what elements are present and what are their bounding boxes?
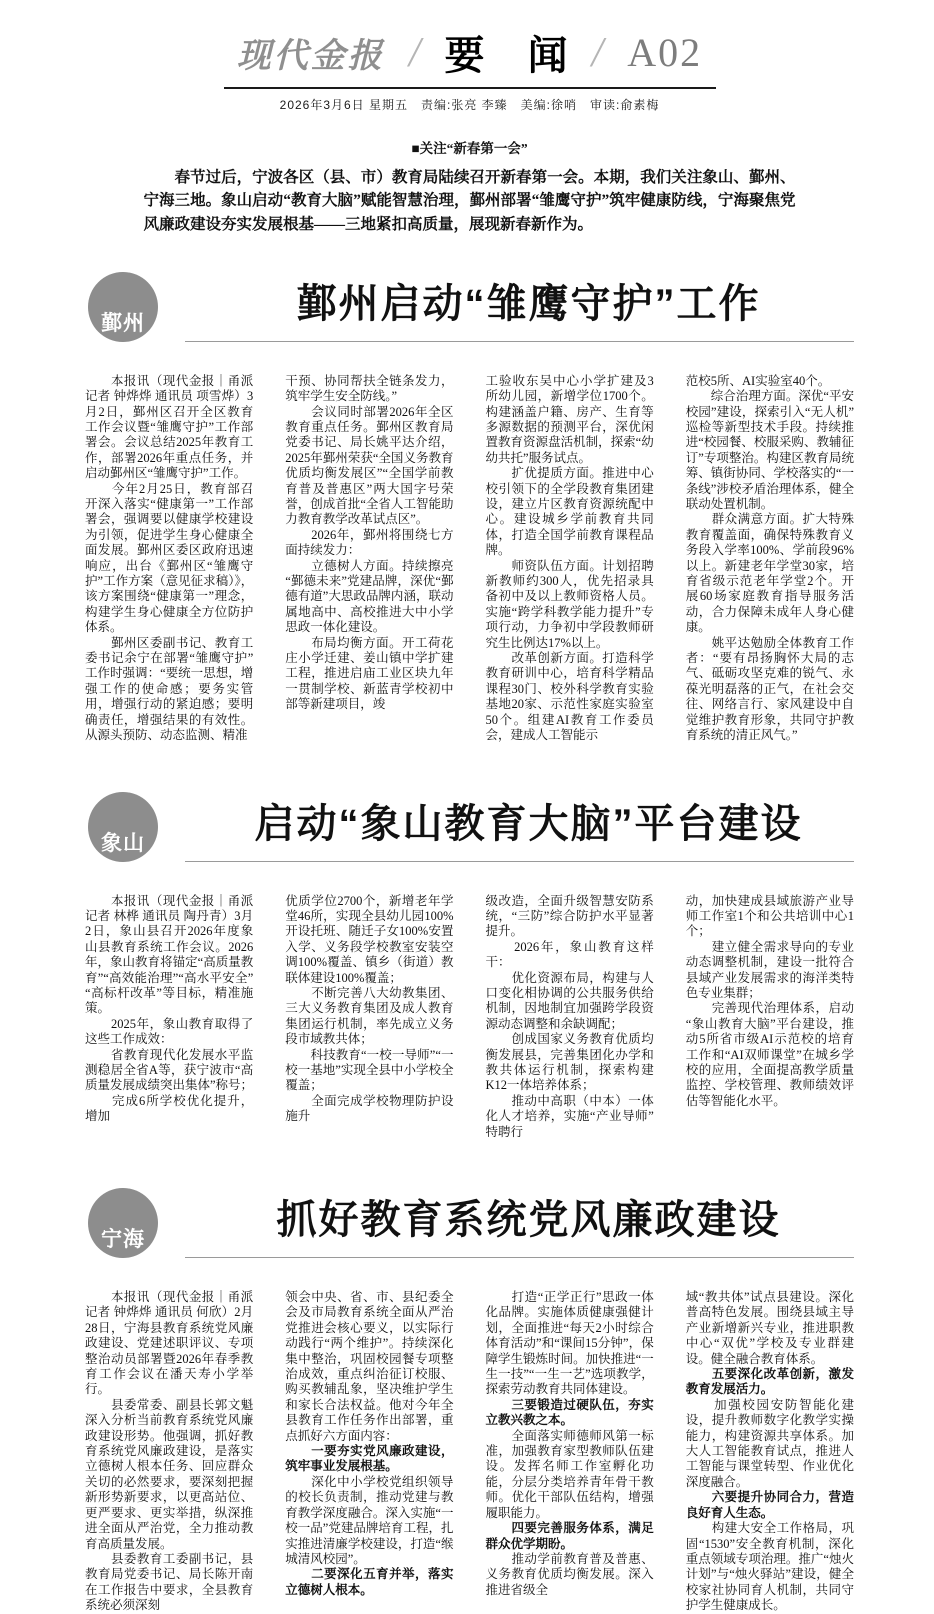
article-headline: 鄞州启动“雏鹰守护”工作 [296, 281, 761, 326]
article-column [486, 374, 654, 744]
paper-name: 现代金报 [236, 38, 385, 75]
article-column [85, 1290, 253, 1614]
paragraph: 本报讯（现代金报｜甬派 记者 钟烨烨 通讯员 项雪烨）3月2日，鄞州区召开全区教育工作会议暨“雏鹰守护”工作部署会。会议总结2025年教育工作，部署2026年重点任务，并启动鄞州区“雏鹰守护”工作。 [85, 373, 254, 481]
paragraph: 完善现代治理体系，启动“象山教育大脑”平台建设，推动5所省市级AI示范校的培育工作和“AI双师课堂”在城乡学校的应用，全面提高教学质量监控、学校管理、教师绩效评估等智能化水平。 [685, 1001, 854, 1108]
slash-divider: / [591, 29, 604, 76]
article-section-xiangshan [85, 792, 854, 1141]
paragraph: 科技教育“一校一导师”“一校一基地”实现全县中小学校全覆盖； [285, 1047, 454, 1093]
paragraph: 深化中小学校党组织领导的校长负责制，推动党建与教育教学深度融合。深入实施“一校一品”党建品牌培育工程，扎实推进清廉学校建设，打造“缑城清风校园”。 [285, 1474, 454, 1566]
badge-label: 宁海 [101, 1228, 145, 1251]
article-column [686, 374, 854, 744]
paragraph: 不断完善八大幼教集团、三大义务教育集团及成人教育集团运行机制，率先成立义务段市域教共体； [285, 985, 454, 1047]
paragraph: 优化资源布局，构建与人口变化相协调的公共服务供给机制，因地制宜加强跨学段资源动态调整和余缺调配； [485, 970, 654, 1031]
article-body [85, 374, 854, 744]
page-number: A02 [627, 30, 703, 75]
article-column [686, 1290, 854, 1614]
article-headline: 抓好教育系统党风廉政建设 [276, 1198, 781, 1242]
badge-label: 象山 [101, 831, 145, 855]
paragraph: 五要深化改革创新，激发教育发展活力。 [685, 1367, 854, 1397]
paragraph: 扩优提质方面。推进中心校引领下的全学段教育集团建设，建立片区教育资源统配中心。建设城乡学前教育共同体，打造全国学前教育课程品牌。 [485, 466, 654, 558]
paragraph: 省教育现代化发展水平监测稳居全省A等，获宁波市“高质量发展成绩突出集体”称号； [85, 1047, 254, 1093]
section-badge [88, 272, 158, 342]
paragraph: 师资队伍方面。计划招聘新教师约300人，优先招录具备初中及以上教师资格人员。实施“跨学科教学能力提升”专项行动，力争初中学段教师研究生比例达17%以上。 [485, 558, 654, 650]
paragraph: 级改造，全面升级智慧安防系统，“三防”综合防护水平显著提升。 [485, 893, 654, 939]
slash-divider: / [408, 29, 421, 76]
paragraph: 工验收东吴中心小学扩建及3所幼儿园，新增学位1700个。构建涵盖户籍、房产、生育等多源数据的预测平台，深优闲置教育资源盘活机制，探索“幼幼共托”服务试点。 [485, 373, 654, 465]
paragraph: 三要锻造过硬队伍，夯实立教兴教之本。 [485, 1397, 654, 1428]
paragraph: 范校5所、AI实验室40个。 [685, 373, 831, 388]
article-column [285, 1290, 453, 1614]
paragraph: 创成国家义务教育优质均衡发展县，完善集团化办学和教共体运行机制，探索构建K12一体培养体系； [485, 1032, 654, 1093]
paragraph: 推动中高职（中本）一体化人才培养，实施“产业导师”特聘行 [485, 1093, 654, 1139]
paragraph: 一要夯实党风廉政建设，筑牢事业发展根基。 [285, 1444, 454, 1474]
paragraph: 本报讯（现代金报｜甬派 记者 钟烨烨 通讯员 何欣）2月28日，宁海县教育系统党风廉政建设、党建述职评议、专项整治动员部署暨2026年春季教育工作会议在潘天寿小学举行。 [85, 1290, 254, 1397]
section-badge [88, 792, 158, 862]
paragraph: 改革创新方面。打造科学教育研训中心，培育科学精品课程30门、校外科学教育实验基地20家、示范性家庭实验室50个。组建AI教育工作委员会，建成人工智能示 [485, 651, 654, 743]
dateline: 2026年3月6日 星期五 责编:张亮 李臻 美编:徐哨 审读:俞素梅 [279, 98, 660, 112]
paragraph: 县委常委、副县长郭文魁深入分析当前教育系统党风廉政建设形势。他强调，抓好教育系统党风廉政建设，是落实立德树人根本任务、回应群众关切的必然要求，要深刻把握新形势新要求，以更高站位、更严要求、更实举措，纵深推进全面从严治党，全力推动教育高质量发展。 [85, 1397, 254, 1551]
paragraph: 全面完成学校物理防护设施升 [285, 1093, 454, 1124]
article-column [85, 374, 253, 744]
paragraph: 四要完善服务体系，满足群众优学期盼。 [485, 1521, 654, 1551]
paragraph: 2026年，鄞州将围绕七方面持续发力： [285, 527, 454, 558]
paragraph: 全面落实师德师风第一标准，加强教育家型教师队伍建设。发挥名师工作室孵化功能，分层分类培养青年骨干教师。优化干部队伍结构，增强履职能力。 [485, 1428, 654, 1520]
paragraph: 姚平达勉励全体教育工作者：“要有昂扬胸怀大局的志气、砥砺攻坚克难的锐气、永葆光明磊落的正气，在社会交往、网络言行、家风建设中自觉维护教育形象，共同守护教育系统的清正风气。” [685, 635, 854, 743]
article-section-ninghai [85, 1188, 854, 1614]
paragraph: 推动学前教育普及普惠、义务教育优质均衡发展。深入推进省级全 [485, 1551, 654, 1597]
paragraph: 六要提升协同合力，营造良好育人生态。 [685, 1490, 854, 1520]
paragraph: 2026年，象山教育这样干： [485, 939, 654, 970]
headline-rule [185, 1257, 854, 1258]
article-column [85, 894, 253, 1141]
paragraph: 域“教共体”试点县建设。深化普高特色发展。围绕县域主导产业新增新兴专业，推进职教中心“双优”学校及专业群建设。健全融合教育体系。 [685, 1290, 854, 1366]
article-column [486, 894, 654, 1141]
paragraph: 会议同时部署2026年全区教育重点任务。鄞州区教育局党委书记、局长姚平达介绍，2025年鄞州荣获“全国义务教育优质均衡发展区”“全国学前教育普及普惠区”两大国字号荣誉，创成首批“全省人工智能助力教育教学改革试点区”。 [285, 404, 454, 527]
headline-rule [185, 341, 854, 342]
article-column [486, 1290, 654, 1614]
paragraph: 领会中央、省、市、县纪委全会及市局教育系统全面从严治党推进会核心要义，以实际行动践行“两个维护”。持续深化集中整治，巩固校园餐专项整治成效，重点纠治征订校服、购买教辅乱象，坚决维护学生和家长合法权益。他对今年全县教育工作任务作出部署，重点抓好六方面内容： [285, 1290, 454, 1443]
section-badge [88, 1188, 158, 1258]
paragraph: 打造“正学正行”思政一体化品牌。实施体质健康强健计划，全面推进“每天2小时综合体育活动”和“课间15分钟”，保障学生锻炼时间。加快推进“一生一技”“一生一艺”选项教学，探索劳动教育共同体建设。 [485, 1290, 654, 1397]
article-headline: 启动“象山教育大脑”平台建设 [254, 801, 803, 846]
article-body [85, 894, 854, 1141]
paragraph: 干预、协同帮扶全链条发力，筑牢学生安全防线。” [285, 373, 454, 404]
intro-paragraph: 春节过后，宁波各区（县、市）教育局陆续召开新春第一会。本期，我们关注象山、鄞州、宁海三地。象山启动“教育大脑”赋能智慧治理，鄞州部署“雏鹰守护”筑牢健康防线，宁海聚焦党风廉政建设夯实发展根基——三地紧扣高质量，展现新春新作为。 [143, 169, 796, 233]
paragraph: 本报讯（现代金报｜甬派 记者 林桦 通讯员 陶丹青）3月2日，象山县召开2026年度象山县教育系统工作会议。2026年，象山教育将锚定“高质量教育”“高效能治理”“高水平安全”“高标杆改革”等目标，精准施策。 [85, 893, 254, 1016]
intro-tag: ■关注“新春第一会” [411, 141, 528, 156]
paragraph: 建立健全需求导向的专业动态调整机制，建设一批符合县域产业发展需求的海洋类特色专业集群； [685, 939, 854, 1000]
paragraph: 动，加快建成县域旅游产业导师工作室1个和公共培训中心1个； [685, 893, 854, 939]
paragraph: 构建大安全工作格局，巩固“1530”安全教育机制，深化重点领域专项治理。推广“烛火计划”与“烛火驿站”建设，健全校家社协同育人机制，共同守护学生健康成长。 [685, 1521, 854, 1613]
paragraph: 二要深化五育并举，落实立德树人根本。 [285, 1567, 454, 1597]
paragraph: 群众满意方面。扩大特殊教育覆盖面，确保特殊教育义务段入学率100%、学前段96%以上。新建老年学堂30家，培育省级示范老年学堂2个。开展60场家庭教育指导服务活动，合力保障未成年人身心健康。 [685, 512, 854, 635]
article-column [285, 374, 453, 744]
badge-label: 鄞州 [101, 311, 145, 335]
paragraph: 加强校园安防智能化建设，提升教师数字化教学实操能力，构建资源共享体系。加大人工智能教育试点，推进人工智能与课堂转型、作业优化深度融合。 [685, 1397, 854, 1489]
paragraph: 优质学位2700个，新增老年学堂46所，实现全县幼儿园100%开设托班、随迁子女100%安置入学、义务段学校教室安装空调100%覆盖、镇乡（街道）教联体建设100%覆盖； [285, 893, 454, 985]
article-body [85, 1290, 854, 1614]
masthead-rule [224, 87, 716, 89]
intro-block [85, 137, 854, 236]
masthead [85, 24, 854, 113]
section-label: 要 闻 [444, 34, 584, 78]
paragraph: 2025年，象山教育取得了这些工作成效： [85, 1016, 254, 1047]
article-column [686, 894, 854, 1141]
paragraph: 完成6所学校优化提升，增加 [85, 1093, 254, 1124]
paragraph: 县委教育工委副书记，县教育局党委书记、局长陈开南在工作报告中要求，全县教育系统必须深刻 [85, 1551, 254, 1613]
headline-rule [185, 861, 854, 862]
paragraph: 立德树人方面。持续擦亮“鄞德未来”党建品牌，深优“鄞德有道”大思政品牌内涵，联动属地高中、高校推进大中小学思政一体化建设。 [285, 558, 454, 635]
paragraph: 综合治理方面。深优“平安校园”建设，探索引入“无人机”巡检等新型技术手段。持续推进“校园餐、校服采购、教辅征订”专项整治。构建区教育局统筹、镇街协同、学校落实的“一条线”涉校矛盾治理体系，健全联动处置机制。 [685, 389, 854, 511]
paragraph: 鄞州区委副书记、教育工委书记余宁在部署“雏鹰守护”工作时强调：“要统一思想，增强工作的使命感；要务实管用，增强行动的紧迫感；要明确责任，增强结果的有效性。从源头预防、动态监测、精准 [85, 635, 254, 743]
article-column [285, 894, 453, 1141]
article-section-yinzhou [85, 272, 854, 744]
paragraph: 布局均衡方面。开工荷花庄小学迁建、姜山镇中学扩建工程，推进启庙工业区块九年一贯制学校、新蓝青学校初中部等新建项目，竣 [285, 635, 454, 712]
paragraph: 今年2月25日，教育部召开深入落实“健康第一”工作部署会，强调要以健康学校建设为引领，促进学生身心健康全面发展。鄞州区委区政府迅速响应，出台《鄞州区“雏鹰守护”工作方案（意见征求稿）》，该方案围绕“健康第一”理念，构建学生身心健康全方位防护体系。 [85, 481, 254, 635]
